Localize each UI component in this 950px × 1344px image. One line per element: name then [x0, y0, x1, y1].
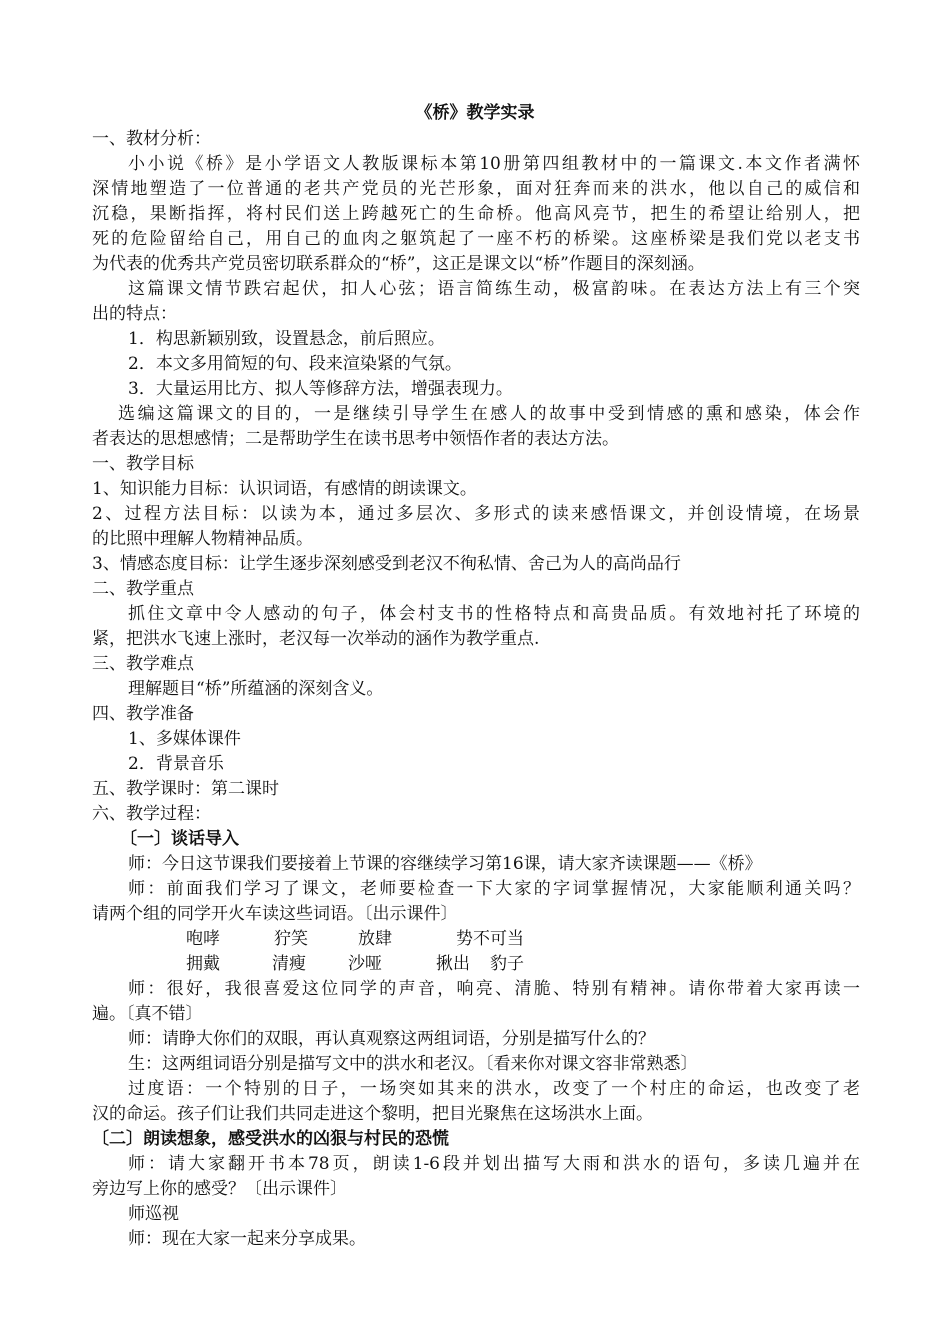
dialogue-line: 请两个组的同学开火车读这些词语。〔出示课件〕	[92, 904, 458, 924]
paragraph-line: 沉稳，果断指挥，将村民们送上跨越死亡的生命桥。他高风亮节，把生的希望让给别人，把	[92, 204, 860, 224]
paragraph-line: 者表达的思想感情；二是帮助学生在读书思考中领悟作者的表达方法。	[92, 429, 619, 449]
dialogue-line: 生：这两组词语分别是描写文中的洪水和老汉。〔看来你对课文容非常熟悉〕	[128, 1054, 698, 1074]
dialogue-line: 师：前面我们学习了课文，老师要检查一下大家的字词掌握情况，大家能顺利通关吗？	[128, 879, 860, 899]
dialogue-line: 师：请睁大你们的双眼，再认真观察这两组词语，分别是描写什么的？	[128, 1029, 655, 1049]
list-item: 3、情感态度目标：让学生逐步深刻感受到老汉不徇私情、舍己为人的高尚品行	[92, 554, 681, 574]
vocab-word: 狞笑	[274, 929, 308, 949]
paragraph-line: 理解题目“桥”所蕴涵的深刻含义。	[128, 679, 384, 699]
vocab-word: 清瘦	[272, 954, 306, 974]
dialogue-line: 遍。〔真不错〕	[92, 1004, 203, 1024]
paragraph-line: 的比照中理解人物精神品质。	[92, 529, 313, 549]
dialogue-line: 过度语：一个特别的日子，一场突如其来的洪水，改变了一个村庄的命运，也改变了老	[128, 1079, 860, 1099]
paragraph-line: 小小说《桥》是小学语文人教版课标本第10册第四组教材中的一篇课文.本文作者满怀	[128, 154, 860, 174]
dialogue-line: 汉的命运。孩子们让我们共同走进这个黎明，把目光聚焦在这场洪水上面。	[92, 1104, 653, 1124]
dialogue-line: 师：今日这节课我们要接着上节课的容继续学习第16课，请大家齐读课题——《桥》	[128, 854, 762, 874]
heading-teaching-goals: 一、教学目标	[92, 454, 194, 474]
vocab-word: 势不可当	[456, 929, 524, 949]
list-item: 1．构思新颖别致，设置悬念，前后照应。	[128, 329, 445, 349]
heading-class-hours: 五、教学课时：第二课时	[92, 779, 279, 799]
heading-difficulties: 三、教学难点	[92, 654, 194, 674]
dialogue-line: 师：请大家翻开书本78页，朗读1-6段并划出描写大雨和洪水的语句，多读几遍并在	[128, 1154, 860, 1174]
paragraph-line: 出的特点：	[92, 304, 177, 324]
vocab-word: 咆哮	[186, 929, 220, 949]
page-title: 《桥》教学实录	[415, 103, 535, 123]
section-heading: 〔二〕朗读想象，感受洪水的凶狠与村民的恐慌	[92, 1129, 449, 1149]
paragraph-line: 选编这篇课文的目的，一是继续引导学生在感人的故事中受到情感的熏和感染，体会作	[118, 404, 860, 424]
vocab-word: 揪出	[436, 954, 470, 974]
list-item: 2．本文多用简短的句、段来渲染紧的气氛。	[128, 354, 462, 374]
heading-preparation: 四、教学准备	[92, 704, 194, 724]
dialogue-line: 师：现在大家一起来分享成果。	[128, 1229, 366, 1249]
paragraph-line: 为代表的优秀共产党员密切联系群众的“桥”，这正是课文以“桥”作题目的深刻涵。	[92, 254, 705, 274]
list-item: 2．背景音乐	[128, 754, 224, 774]
heading-key-points: 二、教学重点	[92, 579, 194, 599]
paragraph-line: 紧，把洪水飞速上涨时，老汉每一次举动的涵作为教学重点.	[92, 629, 540, 649]
dialogue-line: 师：很好，我很喜爱这位同学的声音，响亮、清脆、特别有精神。请你带着大家再读一	[128, 979, 860, 999]
paragraph-line: 深情地塑造了一位普通的老共产党员的光芒形象，面对狂奔而来的洪水，他以自己的威信和	[92, 179, 860, 199]
vocab-word: 沙哑	[348, 954, 382, 974]
dialogue-line: 师巡视	[128, 1204, 179, 1224]
vocab-word: 放肆	[358, 929, 392, 949]
list-item: 3．大量运用比方、拟人等修辞方法，增强表现力。	[128, 379, 513, 399]
vocab-word: 拥戴	[186, 954, 220, 974]
paragraph-line: 死的危险留给自己，用自己的血肉之躯筑起了一座不朽的桥梁。这座桥梁是我们党以老支书	[92, 229, 860, 249]
list-item: 2、过程方法目标：以读为本，通过多层次、多形式的读来感悟课文，并创设情境，在场景	[92, 504, 860, 524]
paragraph-line: 抓住文章中令人感动的句子，体会村支书的性格特点和高贵品质。有效地衬托了环境的	[128, 604, 860, 624]
dialogue-line: 旁边写上你的感受？〔出示课件〕	[92, 1179, 347, 1199]
paragraph-line: 这篇课文情节跌宕起伏，扣人心弦；语言简练生动，极富韵味。在表达方法上有三个突	[128, 279, 860, 299]
list-item: 1、知识能力目标：认识词语，有感情的朗读课文。	[92, 479, 477, 499]
list-item: 1、多媒体课件	[128, 729, 241, 749]
heading-textbook-analysis: 一、教材分析：	[92, 129, 211, 149]
heading-process: 六、教学过程：	[92, 804, 211, 824]
section-heading: 〔一〕谈话导入	[120, 829, 239, 849]
vocab-word: 豹子	[490, 954, 524, 974]
